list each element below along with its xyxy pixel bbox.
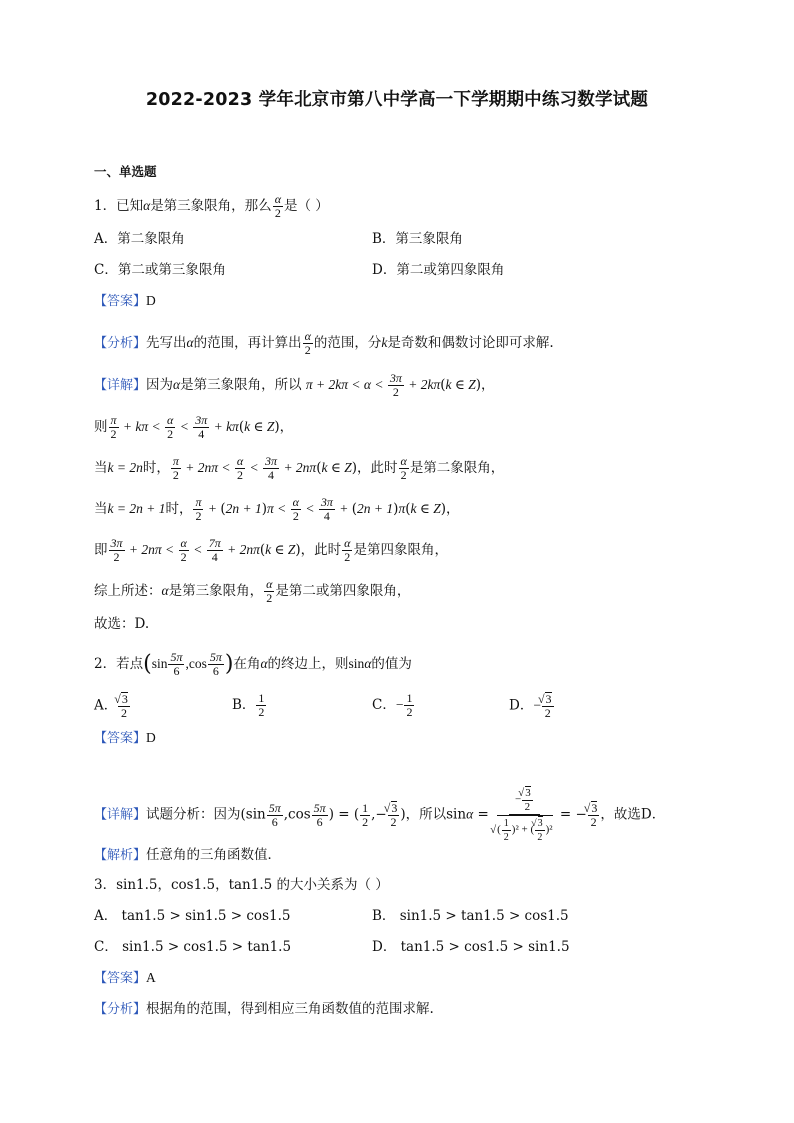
page-title: 2022-2023 学年北京市第八中学高一下学期期中练习数学试题	[145, 90, 649, 110]
question-1-detail-line-1: 【详解】因为α是第三象限角，所以 π + 2kπ < α < $\frac{3\pi}{2}$ + 2kπ(k ∈ Z)，	[94, 371, 495, 399]
question-2-answer: 【答案】D	[94, 730, 156, 746]
question-1-detail-line-2: 则 $\frac{\pi}{2}$ + kπ < $\frac{\alpha}{2}$ < $\frac{3\pi}{4}$ + kπ(k ∈ Z)，	[94, 413, 294, 441]
question-1-detail-line-7: 故选：D.	[94, 616, 150, 632]
question-2-option-a: A． √ $\frac{3}{2}$	[94, 692, 131, 720]
question-2-detail: 【详解】试题分析：因为(sin $\frac{5\pi}{6}$ ,cos $\frac{5\pi}{6}$ ) = ( $\frac{1}{2}$ ,− √ $\frac{3}{2}$ )，所以sinα = − √ $\frac{3}{2}$ √ ( $\frac{1}{2}$ )² + ( √ $\frac{3}{2}$ )² = − √ $\frac{3}{2}$ ，故选D．	[94, 786, 665, 844]
question-1-option-b: B．第三象限角	[372, 231, 463, 247]
question-3-option-a: A． tan1.5 > sin1.5 > cos1.5	[94, 908, 291, 924]
question-3-analysis: 【分析】根据角的范围，得到相应三角函数值的范围求解.	[94, 1001, 434, 1017]
question-2-option-c: C．− $\frac{1}{2}$	[372, 691, 413, 719]
question-1-detail-line-4: 当k = 2n + 1时， $\frac{\pi}{2}$ + (2n + 1)π < $\frac{\alpha}{2}$ < $\frac{3\pi}{4}$ + (2n + 1)π(k ∈ Z)，	[94, 495, 460, 523]
question-3-answer: 【答案】A	[94, 970, 156, 986]
question-1-stem: 1．已知α是第三象限角，那么 $\frac{\alpha}{2}$ 是（ ）	[94, 192, 329, 220]
question-3-option-b: B． sin1.5 > tan1.5 > cos1.5	[372, 908, 569, 924]
question-1-detail-line-3: 当k = 2n时， $\frac{\pi}{2}$ + 2nπ < $\frac{\alpha}{2}$ < $\frac{3\pi}{4}$ + 2nπ(k ∈ Z)，此时 $\frac{\alpha}{2}$ 是第二象限角，	[94, 454, 505, 482]
question-3-stem: 3．sin1.5，cos1.5，tan1.5 的大小关系为（ ）	[94, 877, 389, 893]
question-2-stem: 2．若点(sin $\frac{5\pi}{6}$ ,cos $\frac{5\pi}{6}$ )在角α的终边上，则sinα的值为	[94, 650, 412, 678]
question-2-explain: 【解析】任意角的三角函数值．	[94, 847, 282, 863]
question-1-detail-line-5: 即 $\frac{3\pi}{2}$ + 2nπ < $\frac{\alpha}{2}$ < $\frac{7\pi}{4}$ + 2nπ(k ∈ Z)，此时 $\frac{\alpha}{2}$ 是第四象限角，	[94, 536, 448, 564]
question-1-option-c: C．第二或第三象限角	[94, 262, 226, 278]
question-3-option-c: C． sin1.5 > cos1.5 > tan1.5	[94, 939, 292, 955]
question-1-analysis: 【分析】先写出α的范围，再计算出 $\frac{\alpha}{2}$ 的范围，分k是奇数和偶数讨论即可求解.	[94, 329, 554, 357]
question-1-answer: 【答案】D	[94, 293, 156, 309]
question-3-option-d: D． tan1.5 > cos1.5 > sin1.5	[372, 939, 570, 955]
question-1-option-d: D．第二或第四象限角	[372, 262, 505, 278]
question-1-option-a: A．第二象限角	[94, 231, 185, 247]
question-2-option-b: B． $\frac{1}{2}$	[232, 691, 265, 719]
section-heading: 一、单选题	[94, 164, 157, 179]
question-1-detail-line-6: 综上所述：α是第三象限角， $\frac{\alpha}{2}$ 是第二或第四象限角，	[94, 577, 411, 605]
question-2-option-d: D．− √ $\frac{3}{2}$	[509, 692, 555, 720]
